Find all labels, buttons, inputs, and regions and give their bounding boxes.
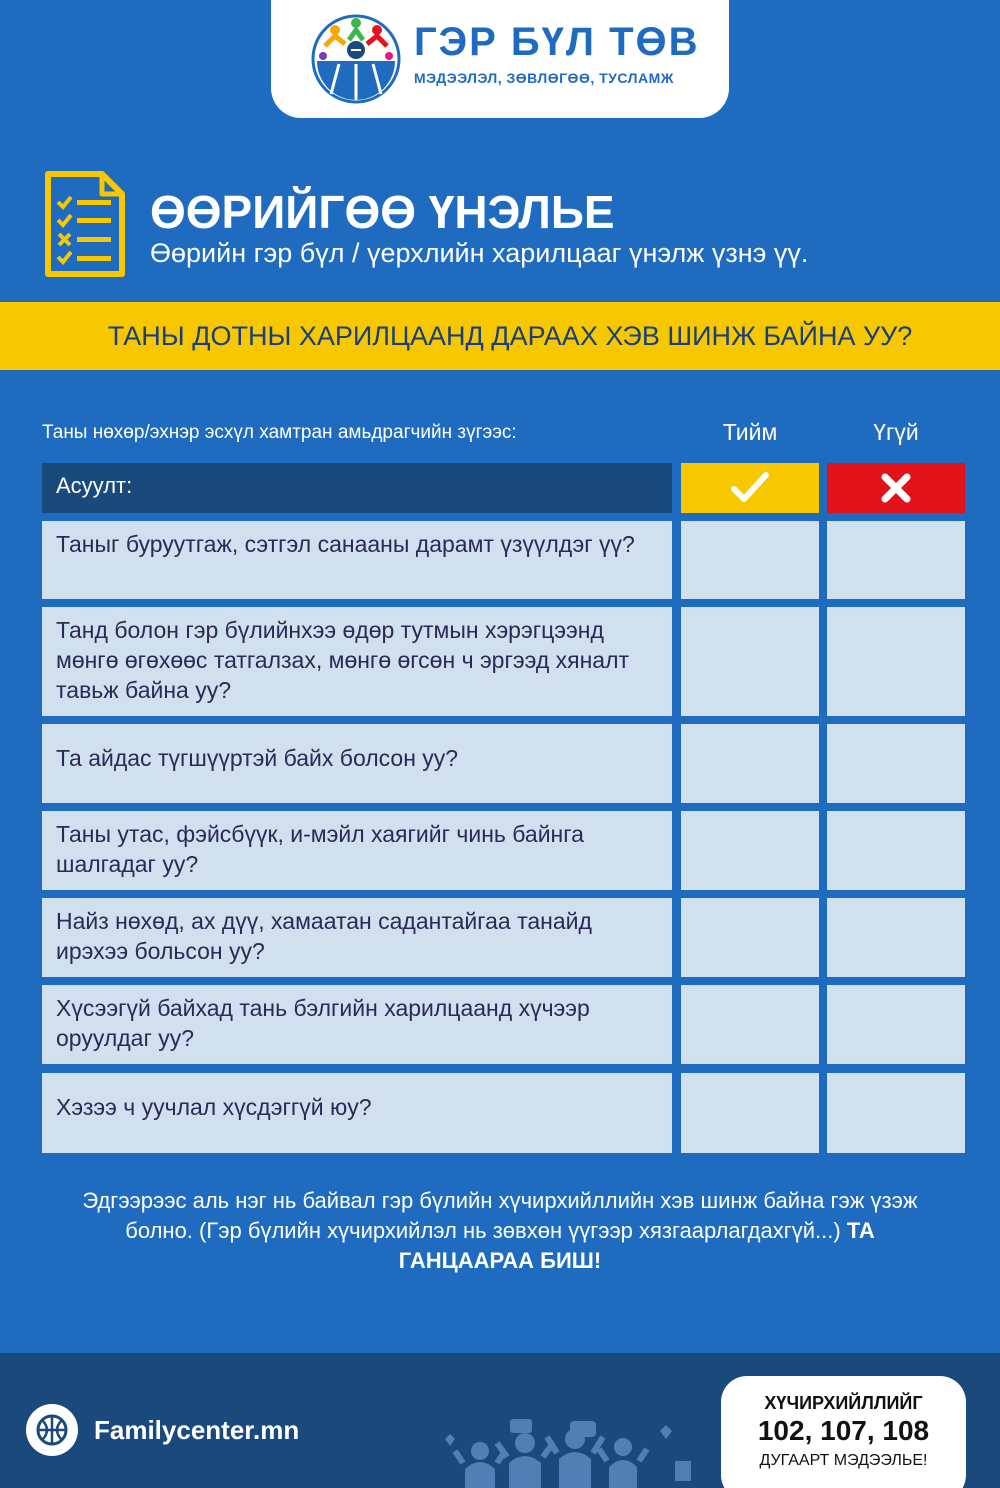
hotline-title: ХҮЧИРХИЙЛЛИЙГ — [764, 1393, 923, 1413]
hotline-numbers[interactable]: 102, 107, 108 — [757, 1415, 930, 1446]
table-row-question: Хүсээгүй байхад тань бэлгийн харилцаанд хүчээр оруулдаг уу? — [42, 985, 672, 1064]
yes-answer-cell[interactable] — [681, 898, 819, 977]
table-row-question: Найз нөхөд, ах дүү, хамаатан садантайгаа танайд ирэхээ больсон уу? — [42, 898, 672, 977]
yes-answer-cell[interactable] — [681, 811, 819, 890]
footer-emphasis: ТА ГАНЦААРАА БИШ! — [398, 1218, 875, 1273]
cross-icon — [880, 472, 912, 504]
question-banner — [0, 302, 1000, 370]
website-link[interactable]: Familycenter.mn — [94, 1415, 300, 1445]
no-answer-cell[interactable] — [827, 898, 965, 977]
logo-tagline: МЭДЭЭЛЭЛ, ЗӨВЛӨГӨӨ, ТУСЛАМЖ — [414, 70, 674, 86]
no-answer-cell[interactable] — [827, 811, 965, 890]
no-answer-cell[interactable] — [827, 607, 965, 716]
hotline-caption: ДУГААРТ МЭДЭЭЛЬЕ! — [759, 1452, 928, 1469]
yes-header-cell — [681, 463, 819, 513]
banner-text: ТАНЫ ДОТНЫ ХАРИЛЦААНД ДАРААХ ХЭВ ШИНЖ БАЙНА УУ? — [107, 320, 913, 351]
no-column-label: Үгүй — [873, 419, 919, 445]
hotline-card — [721, 1376, 966, 1488]
footer-message — [80, 1186, 920, 1276]
table-row-question: Таны утас, фэйсбүүк, и-мэйл хаягийг чинь байнга шалгадаг уу? — [42, 811, 672, 890]
checkmark-icon — [730, 471, 770, 505]
logo-card — [271, 0, 729, 118]
table-intro: Таны нөхөр/эхнэр эсхүл хамтран амьдрагчийн зүгээс: — [42, 422, 517, 443]
people-group-icon — [425, 1391, 725, 1488]
yes-answer-cell[interactable] — [681, 521, 819, 599]
yes-answer-cell[interactable] — [681, 724, 819, 803]
yes-column-label: Тийм — [722, 419, 778, 445]
yes-answer-cell[interactable] — [681, 607, 819, 716]
no-answer-cell[interactable] — [827, 985, 965, 1064]
table-row-question: Та айдас түгшүүртэй байх болсон уу? — [42, 724, 672, 803]
family-circle-logo-icon — [311, 14, 401, 104]
yes-answer-cell[interactable] — [681, 985, 819, 1064]
logo-title: ГЭР БҮЛ ТӨВ — [414, 20, 700, 64]
footer-message-text: Эдгээрээс аль нэг нь байвал гэр бүлийн хүчирхийллийн хэв шинж байна гэж үзэж болно. (Гэр бүлийн хүчирхийлэл нь зөвхөн үүгээр хязгаарлагдахгүй...) — [82, 1188, 918, 1243]
table-row-question: Хэзээ ч уучлал хүсдэггүй юу? — [42, 1073, 672, 1153]
no-answer-cell[interactable] — [827, 724, 965, 803]
bottom-bar — [0, 1353, 1000, 1488]
no-header-cell — [827, 463, 965, 513]
table-row-question: Танд болон гэр бүлийнхээ өдөр тутмын хэрэгцээнд мөнгө өгөхөөс татгалзах, мөнгө өгсөн ч эргээд хяналт тавьж байна уу? — [42, 607, 672, 716]
basketball-globe-icon — [25, 1403, 79, 1457]
table-row-question: Таныг буруутгаж, сэтгэл санааны дарамт үзүүлдэг үү? — [42, 521, 672, 599]
page-title: ӨӨРИЙГӨӨ ҮНЭЛЬЕ — [150, 186, 615, 238]
page-subtitle: Өөрийн гэр бүл / үерхлийн харилцааг үнэлж үзнэ үү. — [150, 238, 809, 268]
yes-answer-cell[interactable] — [681, 1073, 819, 1153]
question-header: Асуулт: — [42, 463, 672, 513]
checklist-icon — [44, 170, 126, 278]
no-answer-cell[interactable] — [827, 1073, 965, 1153]
no-answer-cell[interactable] — [827, 521, 965, 599]
